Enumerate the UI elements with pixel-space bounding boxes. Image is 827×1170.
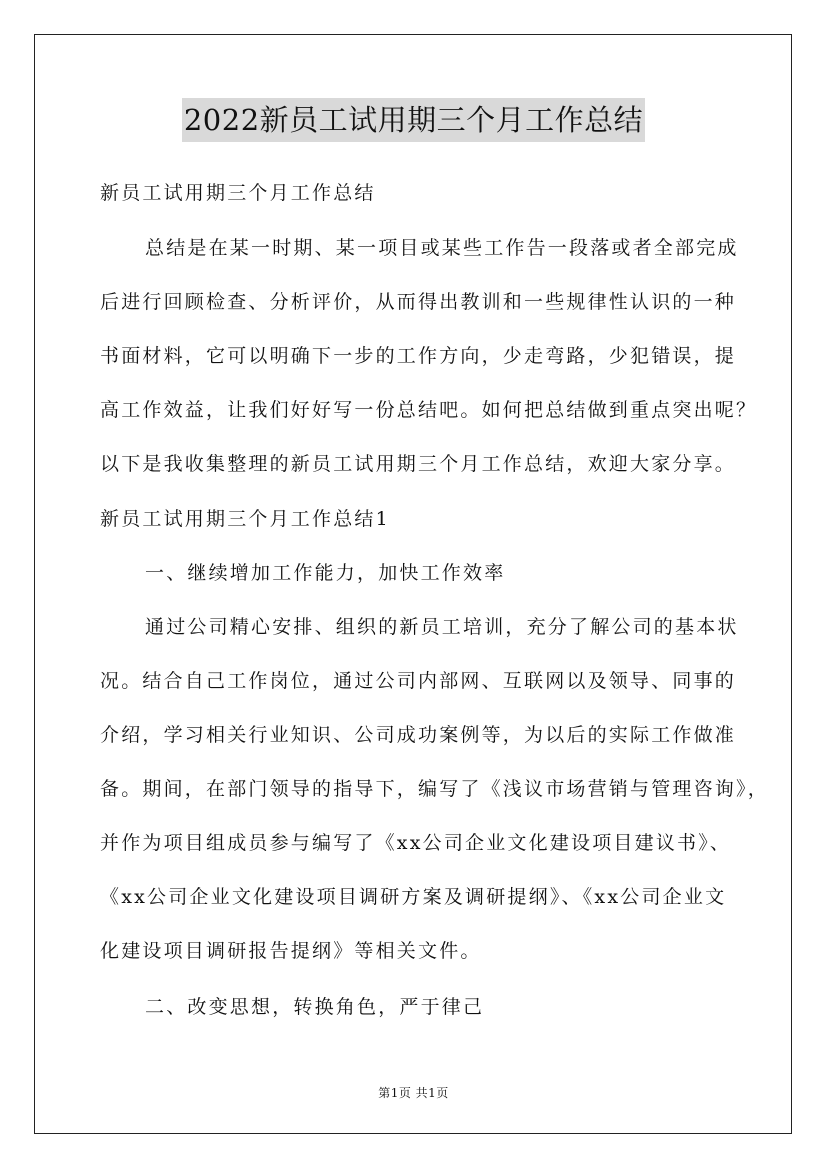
para-1-line-5: 并作为项目组成员参与编写了《xx公司企业文化建设项目建议书》、 — [100, 832, 732, 854]
section-1-title: 新员工试用期三个月工作总结1 — [100, 508, 390, 530]
para-1-line-7: 化建设项目调研报告提纲》等相关文件。 — [100, 940, 482, 962]
para-1-line-1: 通过公司精心安排、组织的新员工培训，充分了解公司的基本状 — [145, 616, 739, 638]
para-1-line-2: 况。结合自己工作岗位，通过公司内部网、互联网以及领导、同事的 — [100, 670, 737, 692]
heading-1: 一、继续增加工作能力，加快工作效率 — [145, 562, 506, 584]
intro-line-1: 总结是在某一时期、某一项目或某些工作告一段落或者全部完成 — [145, 237, 739, 259]
intro-line-2: 后进行回顾检查、分析评价，从而得出教训和一些规律性认识的一种 — [100, 291, 737, 313]
document-subtitle: 新员工试用期三个月工作总结 — [100, 182, 376, 204]
para-1-line-3: 介绍，学习相关行业知识、公司成功案例等，为以后的实际工作做准 — [100, 724, 737, 746]
intro-line-4: 高工作效益，让我们好好写一份总结吧。如何把总结做到重点突出呢？ — [100, 399, 758, 421]
intro-line-5: 以下是我收集整理的新员工试用期三个月工作总结，欢迎大家分享。 — [100, 453, 737, 475]
para-1-line-6: 《xx公司企业文化建设项目调研方案及调研提纲》、《xx公司企业文 — [100, 886, 727, 908]
page-footer: 第1页 共1页 — [378, 1086, 449, 1100]
para-1-line-4: 备。期间，在部门领导的指导下，编写了《浅议市场营销与管理咨询》， — [100, 778, 769, 800]
document-title: 2022新员工试用期三个月工作总结 — [182, 98, 645, 142]
heading-2: 二、改变思想，转换角色，严于律己 — [145, 996, 485, 1018]
intro-line-3: 书面材料，它可以明确下一步的工作方向，少走弯路，少犯错误，提 — [100, 345, 737, 367]
title-container — [0, 98, 827, 142]
